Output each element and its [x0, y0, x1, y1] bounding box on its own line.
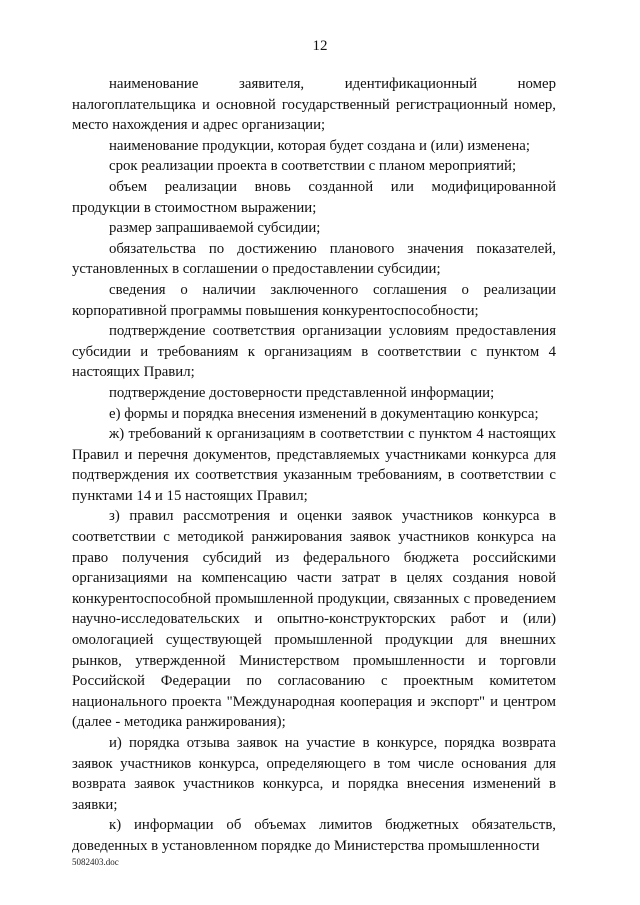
document-body	[72, 74, 556, 857]
paragraph: срок реализации проекта в соответствии с планом мероприятий;	[109, 158, 517, 175]
paragraph: з) правил рассмотрения и оценки заявок участников конкурса в соответствии с методикой ранжирования заявок участников конкурса на право получения субсидий из федерального бюджета российскими организациями на компенсацию части затрат в целях создания новой конкурентоспособной промышленной продукции, связанных с проведением научно-исследовательских и опытно-конструкторских работ и (или) омологацией существующей промышленной продукции для внешних рынков, утвержденной Министерством промышленности и торговли Российской Федерации по согласованию с проектным комитетом национального проекта "Международная кооперация и экспорт" и центром (далее - методика ранжирования);	[72, 508, 556, 731]
page-number: 12	[312, 38, 328, 54]
paragraph: наименование продукции, которая будет создана и (или) изменена;	[109, 137, 530, 154]
paragraph: ж) требований к организациям в соответствии с пунктом 4 настоящих Правил и перечня документов, представляемых участниками конкурса для подтверждения их соответствия указанным требованиям, в соответствии с пунктами 14 и 15 настоящих Правил;	[72, 426, 556, 504]
paragraph: к) информации об объемах лимитов бюджетных обязательств, доведенных в установленном порядке до Министерства промышленности	[72, 817, 556, 854]
paragraph: е) формы и порядка внесения изменений в документацию конкурса;	[109, 405, 539, 422]
paragraph: обязательства по достижению планового значения показателей, установленных в соглашении о предоставлении субсидии;	[72, 240, 556, 278]
footer-document-code: 5082403.doc	[72, 857, 119, 867]
paragraph: и) порядка отзыва заявок на участие в конкурсе, порядка возврата заявок участников конкурса, определяющего в том числе основания для возврата заявок участников конкурса, и порядка внесения изменений в заявки;	[72, 735, 556, 813]
paragraph: подтверждение достоверности представленной информации;	[109, 384, 495, 401]
paragraph: подтверждение соответствия организации условиям предоставления субсидии и требованиям к организациям в соответствии с пунктом 4 настоящих Правил;	[72, 323, 556, 381]
paragraph: сведения о наличии заключенного соглашения о реализации корпоративной программы повышения конкурентоспособности;	[72, 281, 556, 319]
paragraph: наименование заявителя, идентификационный номер налогоплательщика и основной государственный регистрационный номер, место нахождения и адрес организации;	[72, 76, 556, 134]
paragraph: размер запрашиваемой субсидии;	[109, 220, 321, 237]
paragraph: объем реализации вновь созданной или модифицированной продукции в стоимостном выражении;	[72, 178, 556, 216]
